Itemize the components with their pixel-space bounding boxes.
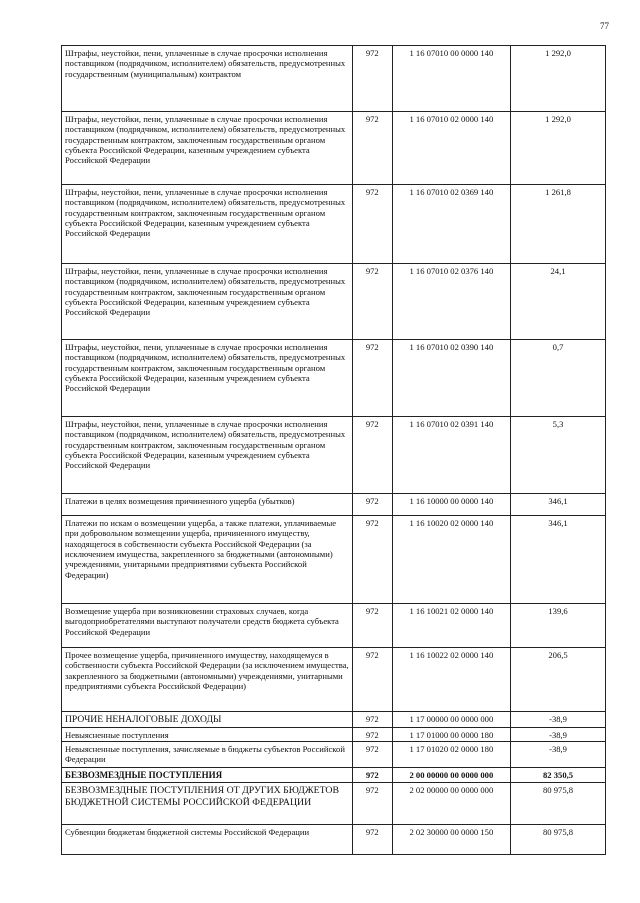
budget-code-cell: 1 16 07010 02 0390 140 bbox=[392, 340, 510, 417]
admin-code-cell: 972 bbox=[352, 417, 392, 494]
revenue-name-cell: Невыясненные поступления bbox=[62, 727, 353, 741]
budget-code-cell: 1 17 01000 00 0000 180 bbox=[392, 727, 510, 741]
amount-cell: 1 292,0 bbox=[511, 112, 606, 185]
table-row bbox=[62, 112, 606, 185]
budget-code-cell: 1 17 00000 00 0000 000 bbox=[392, 712, 510, 728]
table-row bbox=[62, 494, 606, 516]
revenue-name-cell: БЕЗВОЗМЕЗДНЫЕ ПОСТУПЛЕНИЯ bbox=[62, 767, 353, 782]
revenue-name-cell: Возмещение ущерба при возникновении страховых случаев, когда выгодоприобретателями выступают получатели средств бюджета субъекта Российской Федерации bbox=[62, 604, 353, 648]
admin-code-cell: 972 bbox=[352, 185, 392, 264]
budget-code-cell: 1 16 07010 00 0000 140 bbox=[392, 46, 510, 112]
admin-code-cell: 972 bbox=[352, 264, 392, 340]
revenue-name-cell: ПРОЧИЕ НЕНАЛОГОВЫЕ ДОХОДЫ bbox=[62, 712, 353, 728]
table-row bbox=[62, 46, 606, 112]
budget-code-cell: 2 02 30000 00 0000 150 bbox=[392, 824, 510, 854]
admin-code-cell: 972 bbox=[352, 648, 392, 712]
table-row bbox=[62, 648, 606, 712]
admin-code-cell: 972 bbox=[352, 340, 392, 417]
table-row bbox=[62, 767, 606, 782]
table-row bbox=[62, 824, 606, 854]
revenue-name-cell: БЕЗВОЗМЕЗДНЫЕ ПОСТУПЛЕНИЯ ОТ ДРУГИХ БЮДЖЕТОВ БЮДЖЕТНОЙ СИСТЕМЫ РОССИЙСКОЙ ФЕДЕРАЦИИ bbox=[62, 782, 353, 824]
table-row bbox=[62, 782, 606, 824]
budget-code-cell: 2 00 00000 00 0000 000 bbox=[392, 767, 510, 782]
budget-code-cell: 1 16 10020 02 0000 140 bbox=[392, 516, 510, 604]
budget-code-cell: 1 16 10022 02 0000 140 bbox=[392, 648, 510, 712]
budget-code-cell: 1 16 07010 02 0369 140 bbox=[392, 185, 510, 264]
admin-code-cell: 972 bbox=[352, 767, 392, 782]
budget-code-cell: 1 16 07010 02 0000 140 bbox=[392, 112, 510, 185]
amount-cell: 80 975,8 bbox=[511, 824, 606, 854]
revenue-name-cell: Штрафы, неустойки, пени, уплаченные в случае просрочки исполнения поставщиком (подрядчиком, исполнителем) обязательств, предусмотренных государственным контрактом, заключенным государственным органом субъекта Российской Федерации, казенным учреждением субъекта Российской Федерации bbox=[62, 264, 353, 340]
amount-cell: 5,3 bbox=[511, 417, 606, 494]
amount-cell: -38,9 bbox=[511, 727, 606, 741]
amount-cell: 346,1 bbox=[511, 494, 606, 516]
table-row bbox=[62, 185, 606, 264]
revenue-name-cell: Штрафы, неустойки, пени, уплаченные в случае просрочки исполнения поставщиком (подрядчиком, исполнителем) обязательств, предусмотренных государственным контрактом, заключенным государственным органом субъекта Российской Федерации, казенным учреждением субъекта Российской Федерации bbox=[62, 340, 353, 417]
table-row bbox=[62, 741, 606, 767]
revenue-name-cell: Невыясненные поступления, зачисляемые в бюджеты субъектов Российской Федерации bbox=[62, 741, 353, 767]
amount-cell: 0,7 bbox=[511, 340, 606, 417]
admin-code-cell: 972 bbox=[352, 727, 392, 741]
admin-code-cell: 972 bbox=[352, 494, 392, 516]
admin-code-cell: 972 bbox=[352, 604, 392, 648]
amount-cell: -38,9 bbox=[511, 741, 606, 767]
revenue-name-cell: Платежи по искам о возмещении ущерба, а также платежи, уплачиваемые при добровольном возмещении ущерба, причиненного имуществу, находящегося в собственности субъекта Российской Федерации (за исключением имущества, закрепленного за бюджетными (автономными) учреждениями, унитарными предприятиями субъекта Российской Федерации) bbox=[62, 516, 353, 604]
admin-code-cell: 972 bbox=[352, 741, 392, 767]
table-row bbox=[62, 712, 606, 728]
table-row bbox=[62, 727, 606, 741]
revenue-name-cell: Штрафы, неустойки, пени, уплаченные в случае просрочки исполнения поставщиком (подрядчиком, исполнителем) обязательств, предусмотренных государственным контрактом, заключенным государственным органом субъекта Российской Федерации, казенным учреждением субъекта Российской Федерации bbox=[62, 185, 353, 264]
amount-cell: 206,5 bbox=[511, 648, 606, 712]
revenue-name-cell: Штрафы, неустойки, пени, уплаченные в случае просрочки исполнения поставщиком (подрядчиком, исполнителем) обязательств, предусмотренных государственным контрактом, заключенным государственным органом субъекта Российской Федерации, казенным учреждением субъекта Российской Федерации bbox=[62, 417, 353, 494]
revenue-name-cell: Субвенции бюджетам бюджетной системы Российской Федерации bbox=[62, 824, 353, 854]
page-number: 77 bbox=[600, 21, 609, 31]
budget-code-cell: 1 17 01020 02 0000 180 bbox=[392, 741, 510, 767]
table-row bbox=[62, 417, 606, 494]
revenue-name-cell: Платежи в целях возмещения причиненного ущерба (убытков) bbox=[62, 494, 353, 516]
admin-code-cell: 972 bbox=[352, 712, 392, 728]
budget-code-cell: 2 02 00000 00 0000 000 bbox=[392, 782, 510, 824]
table-row bbox=[62, 340, 606, 417]
revenue-name-cell: Штрафы, неустойки, пени, уплаченные в случае просрочки исполнения поставщиком (подрядчиком, исполнителем) обязательств, предусмотренных государственным (муниципальным) контрактом bbox=[62, 46, 353, 112]
budget-code-cell: 1 16 07010 02 0391 140 bbox=[392, 417, 510, 494]
admin-code-cell: 972 bbox=[352, 782, 392, 824]
admin-code-cell: 972 bbox=[352, 516, 392, 604]
table-row bbox=[62, 604, 606, 648]
amount-cell: 139,6 bbox=[511, 604, 606, 648]
amount-cell: 1 261,8 bbox=[511, 185, 606, 264]
amount-cell: 82 350,5 bbox=[511, 767, 606, 782]
table-row bbox=[62, 264, 606, 340]
table-row bbox=[62, 516, 606, 604]
admin-code-cell: 972 bbox=[352, 824, 392, 854]
budget-revenue-table bbox=[61, 45, 606, 855]
amount-cell: 80 975,8 bbox=[511, 782, 606, 824]
budget-code-cell: 1 16 07010 02 0376 140 bbox=[392, 264, 510, 340]
amount-cell: -38,9 bbox=[511, 712, 606, 728]
amount-cell: 24,1 bbox=[511, 264, 606, 340]
revenue-name-cell: Прочее возмещение ущерба, причиненного имуществу, находящемуся в собственности субъекта Российской Федерации (за исключением имущества, закрепленного за бюджетными (автономными) учреждениями, унитарными предприятиями субъекта Российской Федерации) bbox=[62, 648, 353, 712]
amount-cell: 1 292,0 bbox=[511, 46, 606, 112]
budget-code-cell: 1 16 10000 00 0000 140 bbox=[392, 494, 510, 516]
revenue-name-cell: Штрафы, неустойки, пени, уплаченные в случае просрочки исполнения поставщиком (подрядчиком, исполнителем) обязательств, предусмотренных государственным контрактом, заключенным государственным органом субъекта Российской Федерации, казенным учреждением субъекта Российской Федерации bbox=[62, 112, 353, 185]
admin-code-cell: 972 bbox=[352, 46, 392, 112]
admin-code-cell: 972 bbox=[352, 112, 392, 185]
budget-code-cell: 1 16 10021 02 0000 140 bbox=[392, 604, 510, 648]
amount-cell: 346,1 bbox=[511, 516, 606, 604]
